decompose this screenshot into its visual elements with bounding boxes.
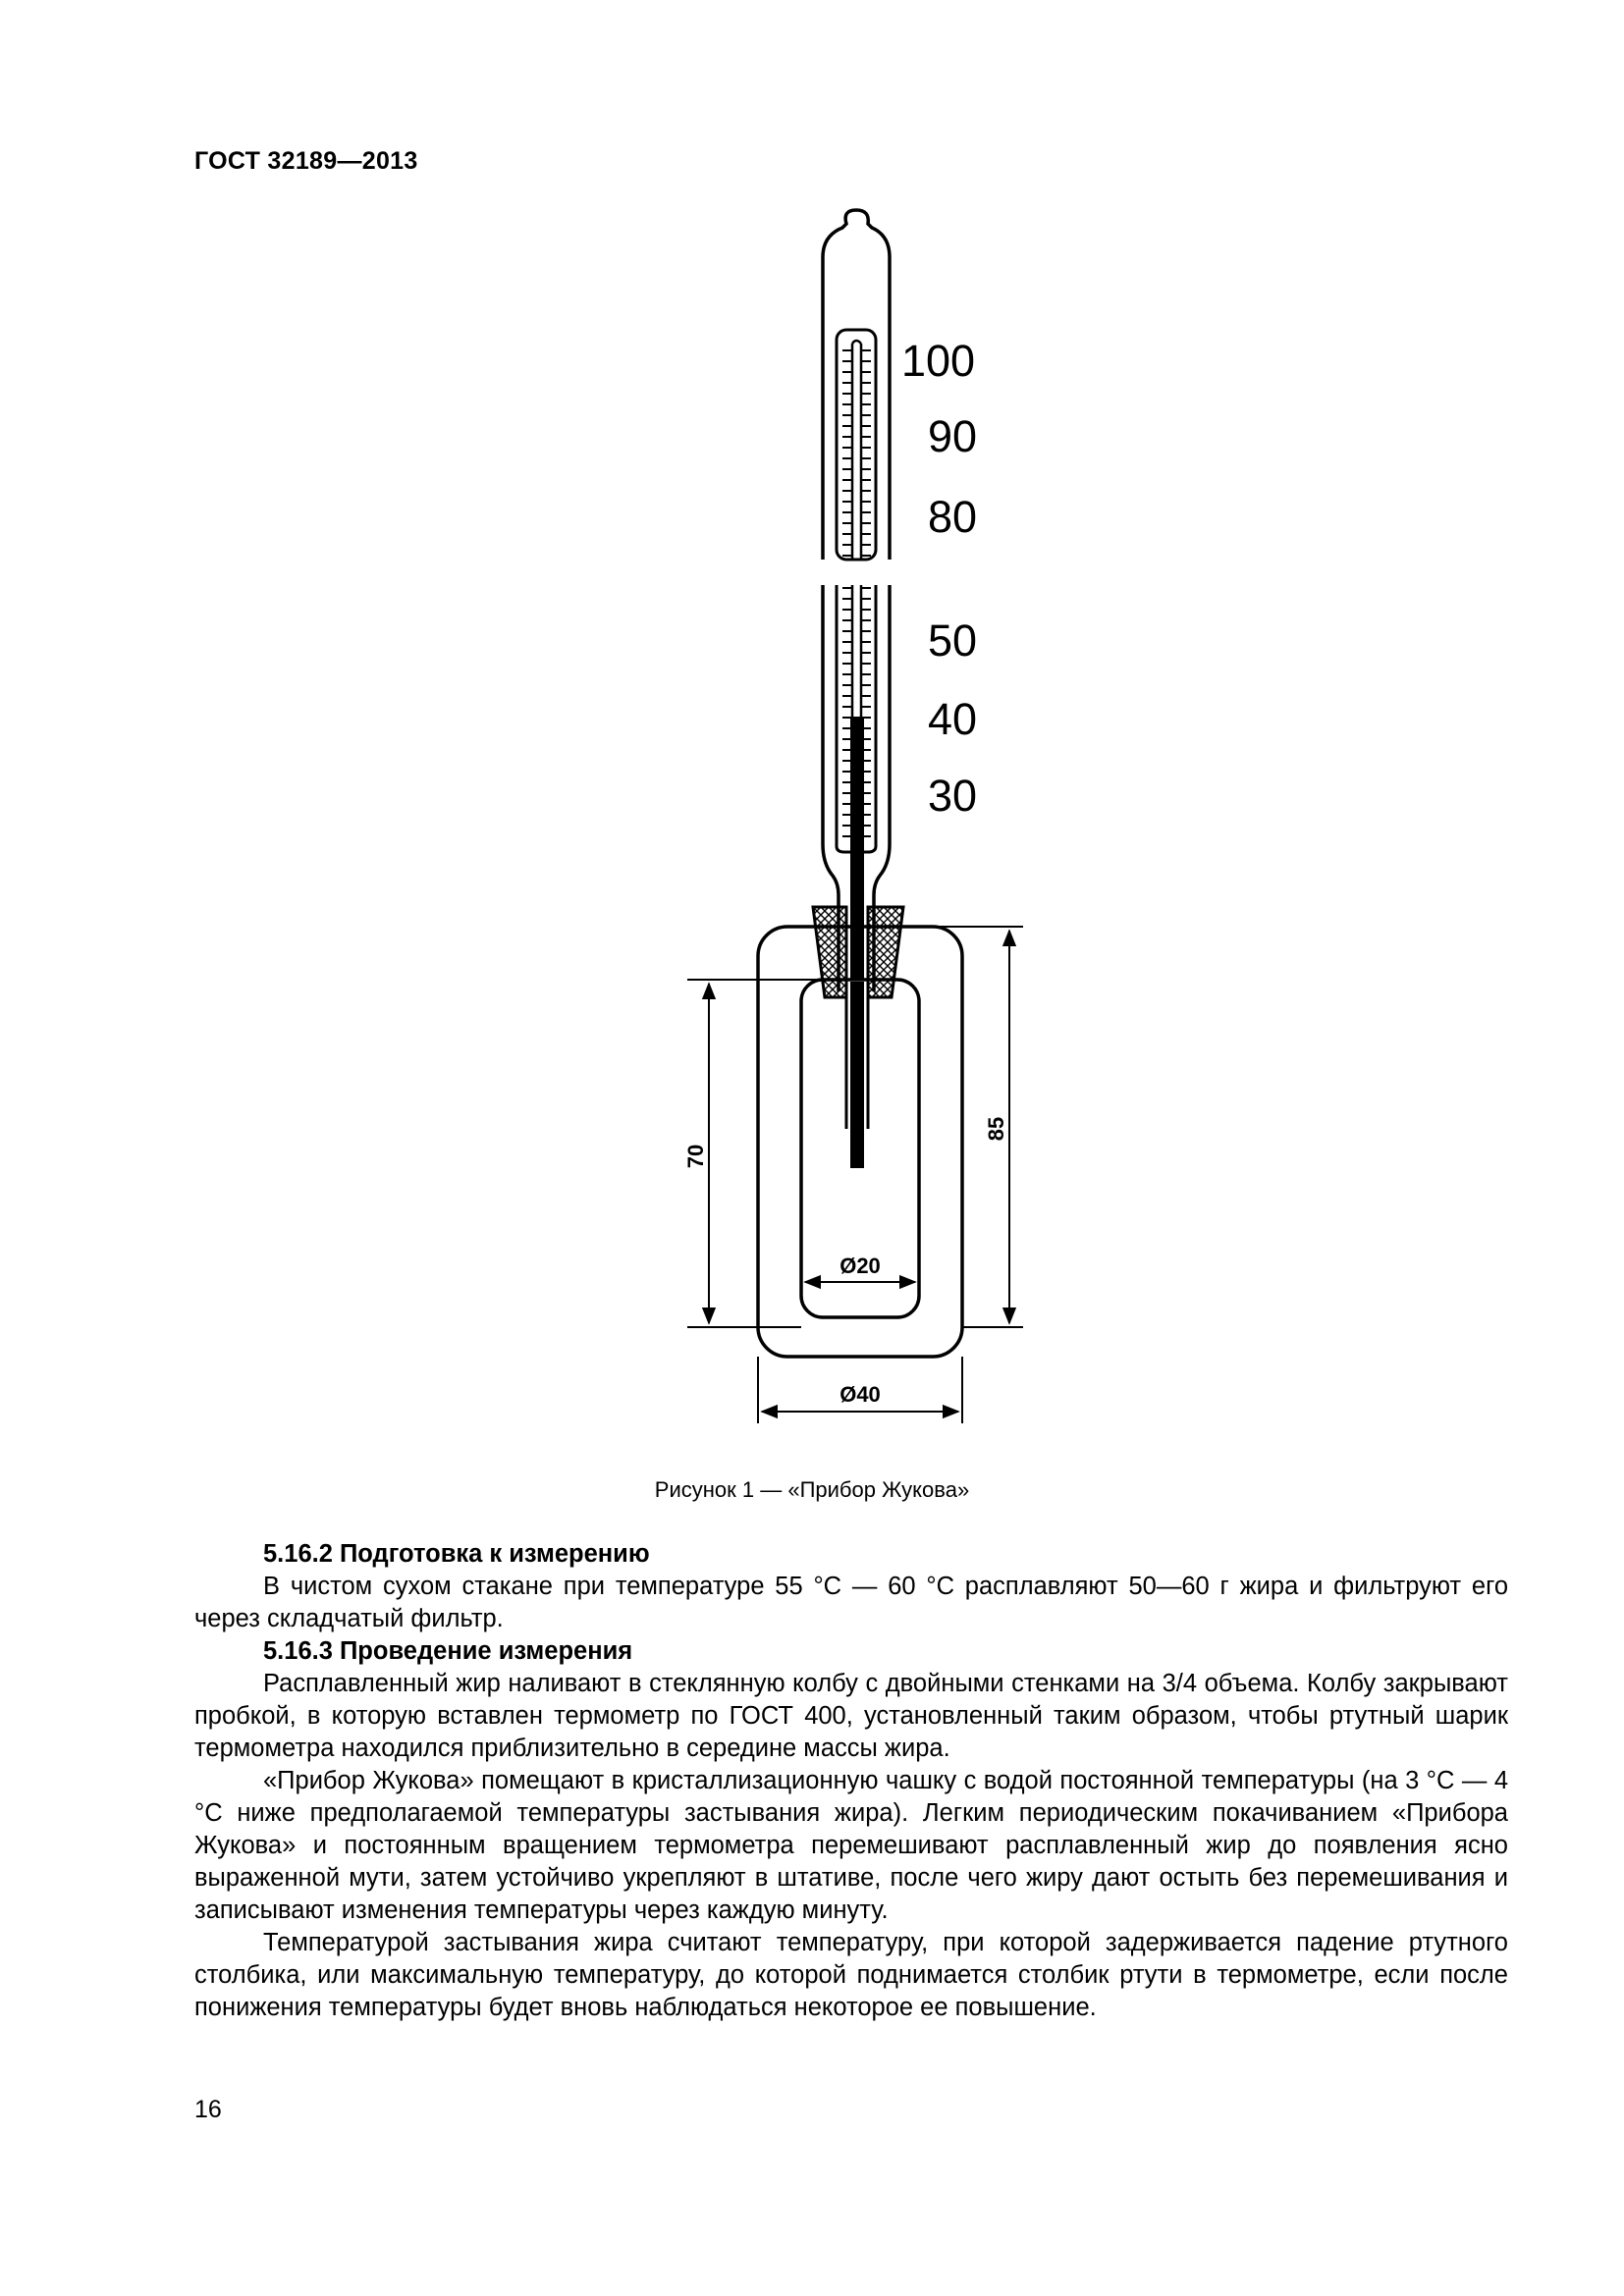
paragraph: «Прибор Жукова» помещают в кристаллизационную чашку с водой постоянной температуры (на 3 °С — 4 °С ниже предполагаемой температуры застывания жира). Легким периодическим покачиванием «Прибора Жукова» и постоянным вращением термометра перемешивают расплавленный жир до появления ясно выраженной мути, затем устойчиво укрепляют в штативе, после чего жиру дают остыть без перемешивания и записывают изменения температуры через каждую минуту. xyxy=(194,1767,1508,1924)
scale-label-80: 80 xyxy=(928,492,978,542)
section-heading-5-16-2: 5.16.2 Подготовка к измерению xyxy=(263,1540,650,1568)
scale-label-100: 100 xyxy=(901,336,976,386)
paragraph: Расплавленный жир наливают в стеклянную колбу с двойными стенками на 3/4 объема. Колбу закрывают пробкой, в которую вставлен термометр по ГОСТ 400, установленный таким образом, чтобы ртутный шарик термометра находился приблизительно в середине массы жира. xyxy=(194,1670,1508,1762)
dim-label-d40: Ø40 xyxy=(839,1382,881,1407)
dim-label-70: 70 xyxy=(683,1144,708,1169)
scale-label-40: 40 xyxy=(928,694,978,744)
scale-label-90: 90 xyxy=(928,411,978,461)
dim-label-85: 85 xyxy=(984,1116,1008,1142)
document-header: ГОСТ 32189—2013 xyxy=(194,147,418,175)
section-heading-5-16-3: 5.16.3 Проведение измерения xyxy=(263,1637,633,1665)
figure-caption: Рисунок 1 — «Прибор Жукова» xyxy=(654,1477,970,1502)
dim-label-d20: Ø20 xyxy=(839,1254,881,1278)
scale-label-30: 30 xyxy=(928,771,978,821)
scale-ticks-upper-left xyxy=(842,348,852,560)
scale-label-50: 50 xyxy=(928,615,978,666)
body-text xyxy=(194,1538,1508,2024)
page-number: 16 xyxy=(194,2096,222,2123)
scale-ticks-upper-right xyxy=(861,348,871,560)
paragraph: В чистом сухом стакане при температуре 55 °С — 60 °С расплавляют 50—60 г жира и фильтруют его через складчатый фильтр. xyxy=(194,1573,1508,1632)
paragraph: Температурой застывания жира считают температуру, при которой задерживается падение ртутного столбика, или максимальную температуру, до которой поднимается столбик ртути в термометре, если после понижения температуры будет вновь наблюдаться некоторое ее повышение. xyxy=(194,1929,1508,2021)
